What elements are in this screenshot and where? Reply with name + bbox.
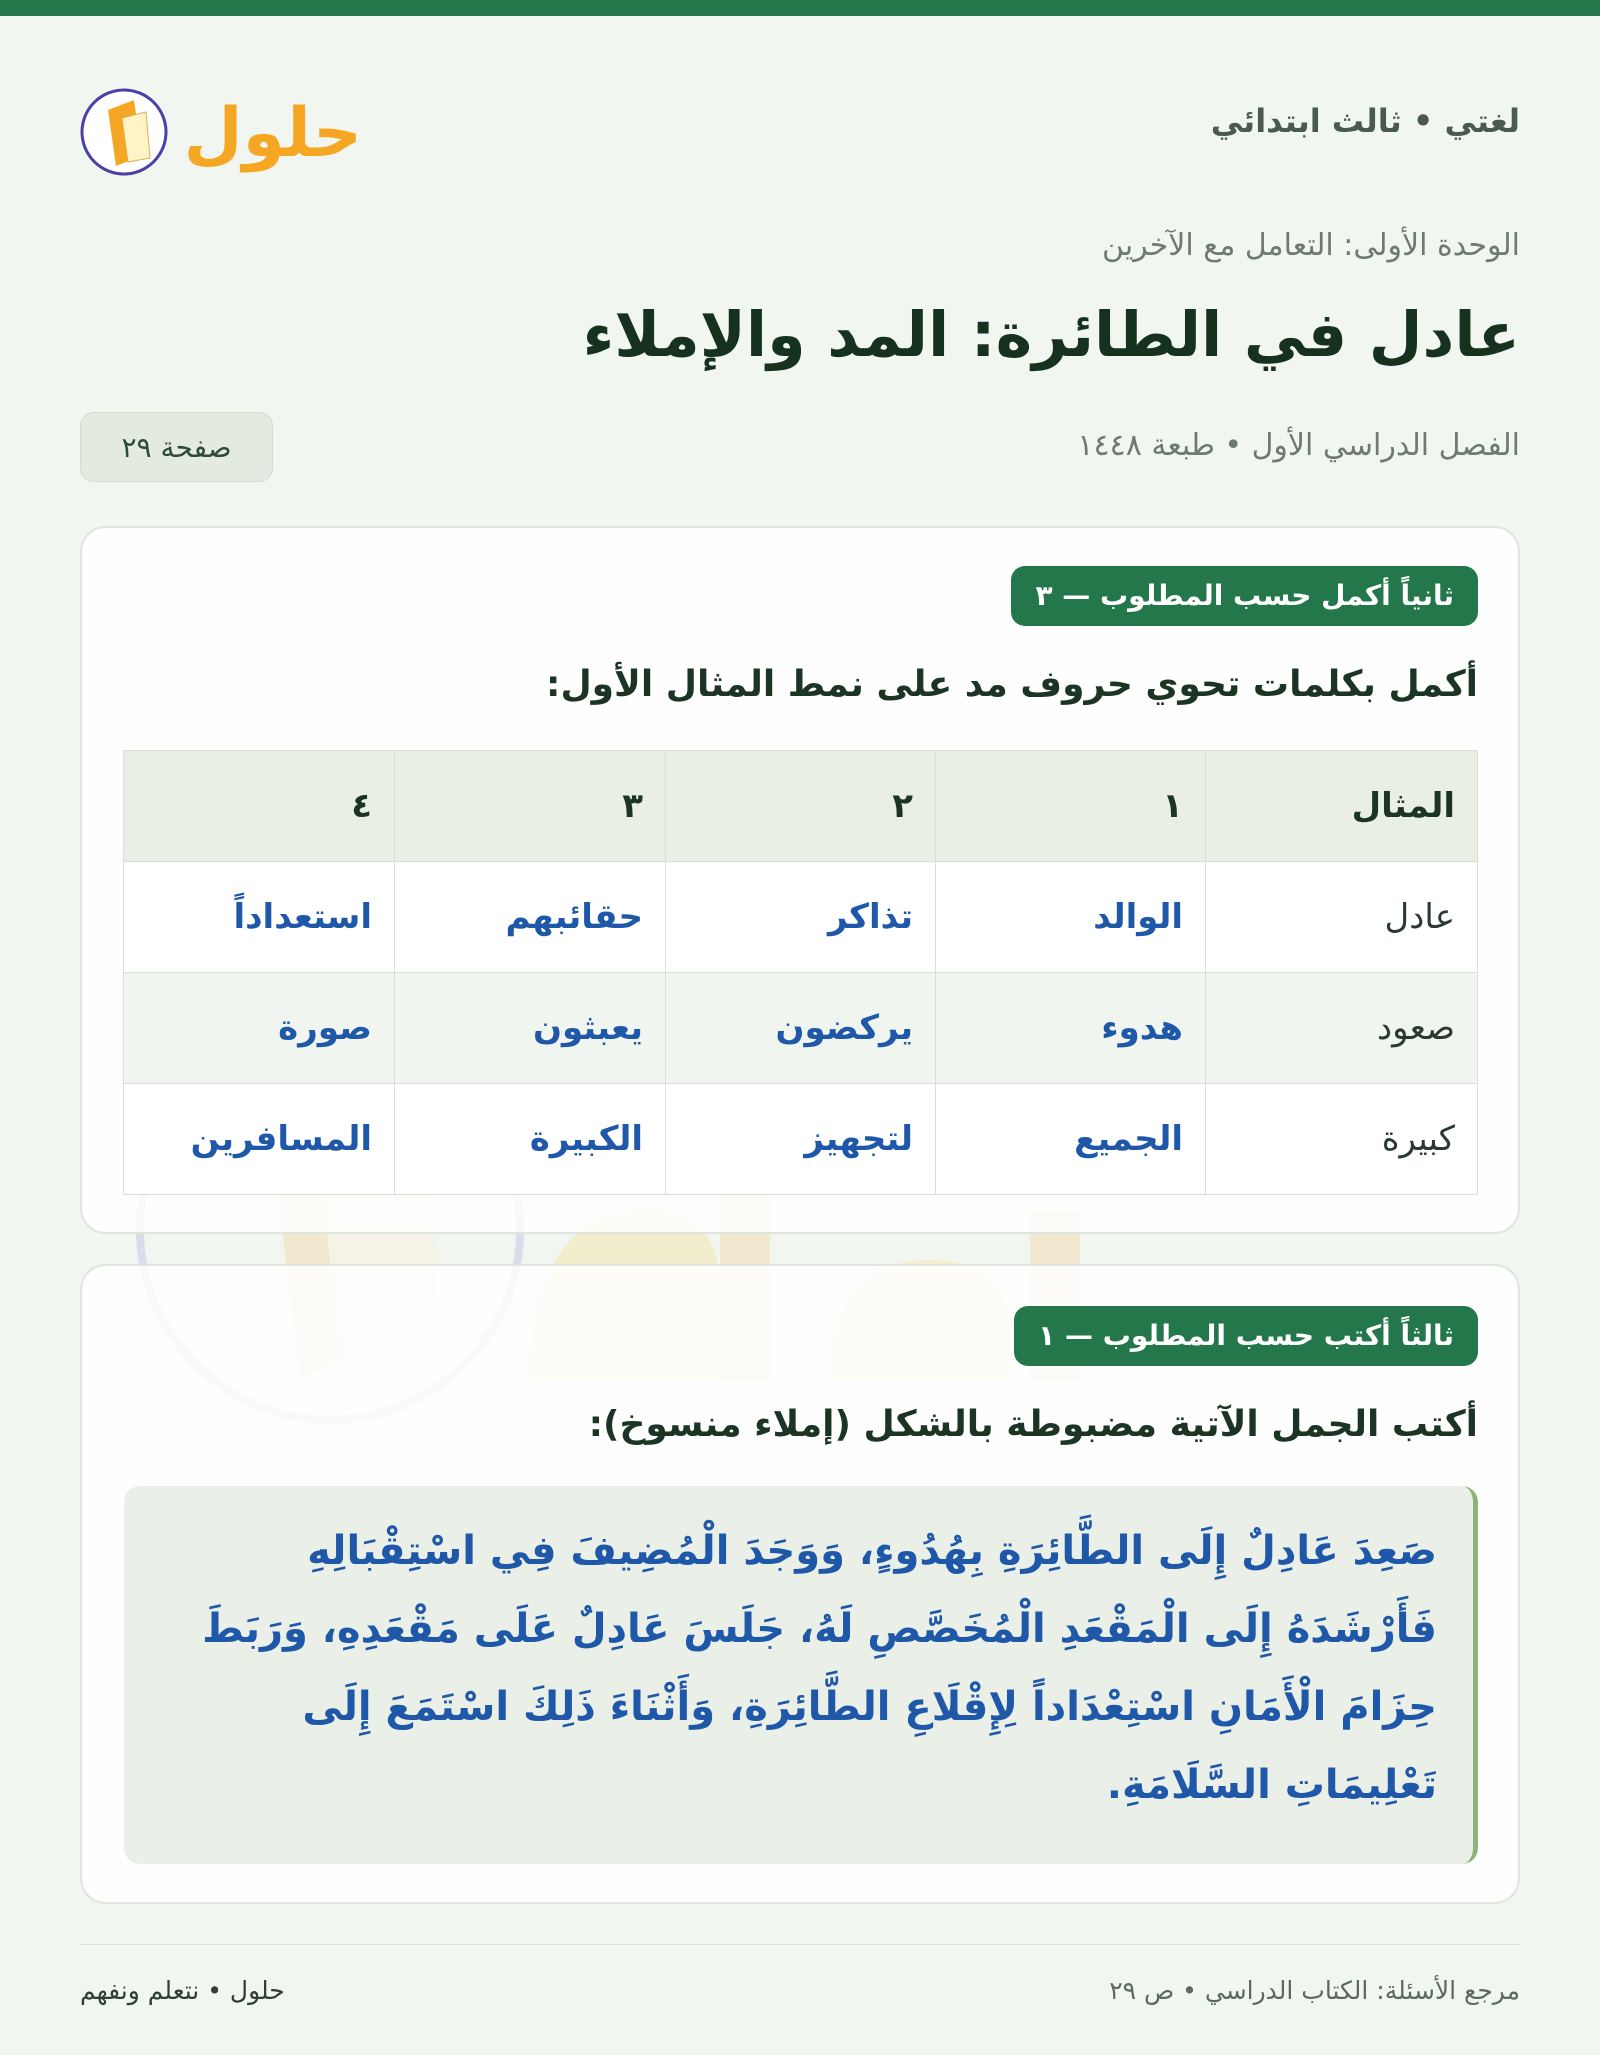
exercise-instruction: أكمل بكلمات تحوي حروف مد على نمط المثال الأول:: [546, 664, 1478, 705]
exercise-card-dictation: [80, 1264, 1520, 1904]
footer-divider: [80, 1944, 1520, 1945]
example-cell: كبيرة: [1206, 1084, 1478, 1195]
answer-cell: تذاكر: [666, 862, 936, 973]
footer-reference: مرجع الأسئلة: الكتاب الدراسي • ص ٢٩: [1109, 1976, 1520, 2005]
column-header: ٣: [395, 751, 666, 862]
example-cell: صعود: [1206, 973, 1478, 1084]
unit-label: الوحدة الأولى: التعامل مع الآخرين: [1101, 228, 1520, 263]
section-badge: ثالثاً أكتب حسب المطلوب — ١: [1014, 1306, 1478, 1366]
table-row: [124, 862, 1478, 973]
dictation-passage-text: صَعِدَ عَادِلٌ إِلَى الطَّائِرَةِ بِهُدُوءٍ، وَوَجَدَ الْمُضِيفَ فِي اسْتِقْبَالِهِ فَأَرْشَدَهُ إِلَى الْمَقْعَدِ الْمُخَصَّصِ لَهُ، جَلَسَ عَادِلٌ عَلَى مَقْعَدِهِ، وَرَبَطَ حِزَامَ الْأَمَانِ اسْتِعْدَاداً لِإِقْلَاعِ الطَّائِرَةِ، وَأَثْنَاءَ ذَلِكَ اسْتَمَعَ إِلَى تَعْلِيمَاتِ السَّلَامَةِ.: [202, 1528, 1437, 1808]
exercise-card-complete: [80, 526, 1520, 1234]
table-row: [124, 973, 1478, 1084]
answer-cell: الوالد: [936, 862, 1206, 973]
page-title: عادل في الطائرة: المد والإملاء: [582, 298, 1520, 371]
answer-cell: لتجهيز: [666, 1084, 936, 1195]
answer-cell: صورة: [124, 973, 395, 1084]
example-cell: عادل: [1206, 862, 1478, 973]
answer-cell: الكبيرة: [395, 1084, 666, 1195]
top-accent-bar: [0, 0, 1600, 16]
page-number-badge: صفحة ٢٩: [80, 412, 273, 482]
page-header: [80, 70, 1520, 190]
answer-cell: المسافرين: [124, 1084, 395, 1195]
table-row: [124, 1084, 1478, 1195]
table-header-row: [124, 751, 1478, 862]
column-header: المثال: [1206, 751, 1478, 862]
semester-edition: الفصل الدراسي الأول • طبعة ١٤٤٨: [1077, 428, 1520, 463]
madd-words-table: [123, 750, 1478, 1195]
column-header: ١: [936, 751, 1206, 862]
section-badge: ثانياً أكمل حسب المطلوب — ٣: [1011, 566, 1478, 626]
answer-cell: يعبثون: [395, 973, 666, 1084]
footer-brand: حلول • نتعلم ونفهم: [80, 1976, 285, 2005]
answer-cell: يركضون: [666, 973, 936, 1084]
answer-cell: استعداداً: [124, 862, 395, 973]
logo-text: حلول: [183, 94, 362, 173]
dictation-passage-box: [124, 1486, 1478, 1864]
answer-cell: هدوء: [936, 973, 1206, 1084]
answer-cell: حقائبهم: [395, 862, 666, 973]
hulul-logo[interactable]: [80, 70, 370, 190]
answer-cell: الجميع: [936, 1084, 1206, 1195]
column-header: ٢: [666, 751, 936, 862]
exercise-instruction: أكتب الجمل الآتية مضبوطة بالشكل (إملاء منسوخ):: [588, 1404, 1478, 1445]
subject-label: لغتي • ثالث ابتدائي: [1210, 102, 1520, 140]
column-header: ٤: [124, 751, 395, 862]
